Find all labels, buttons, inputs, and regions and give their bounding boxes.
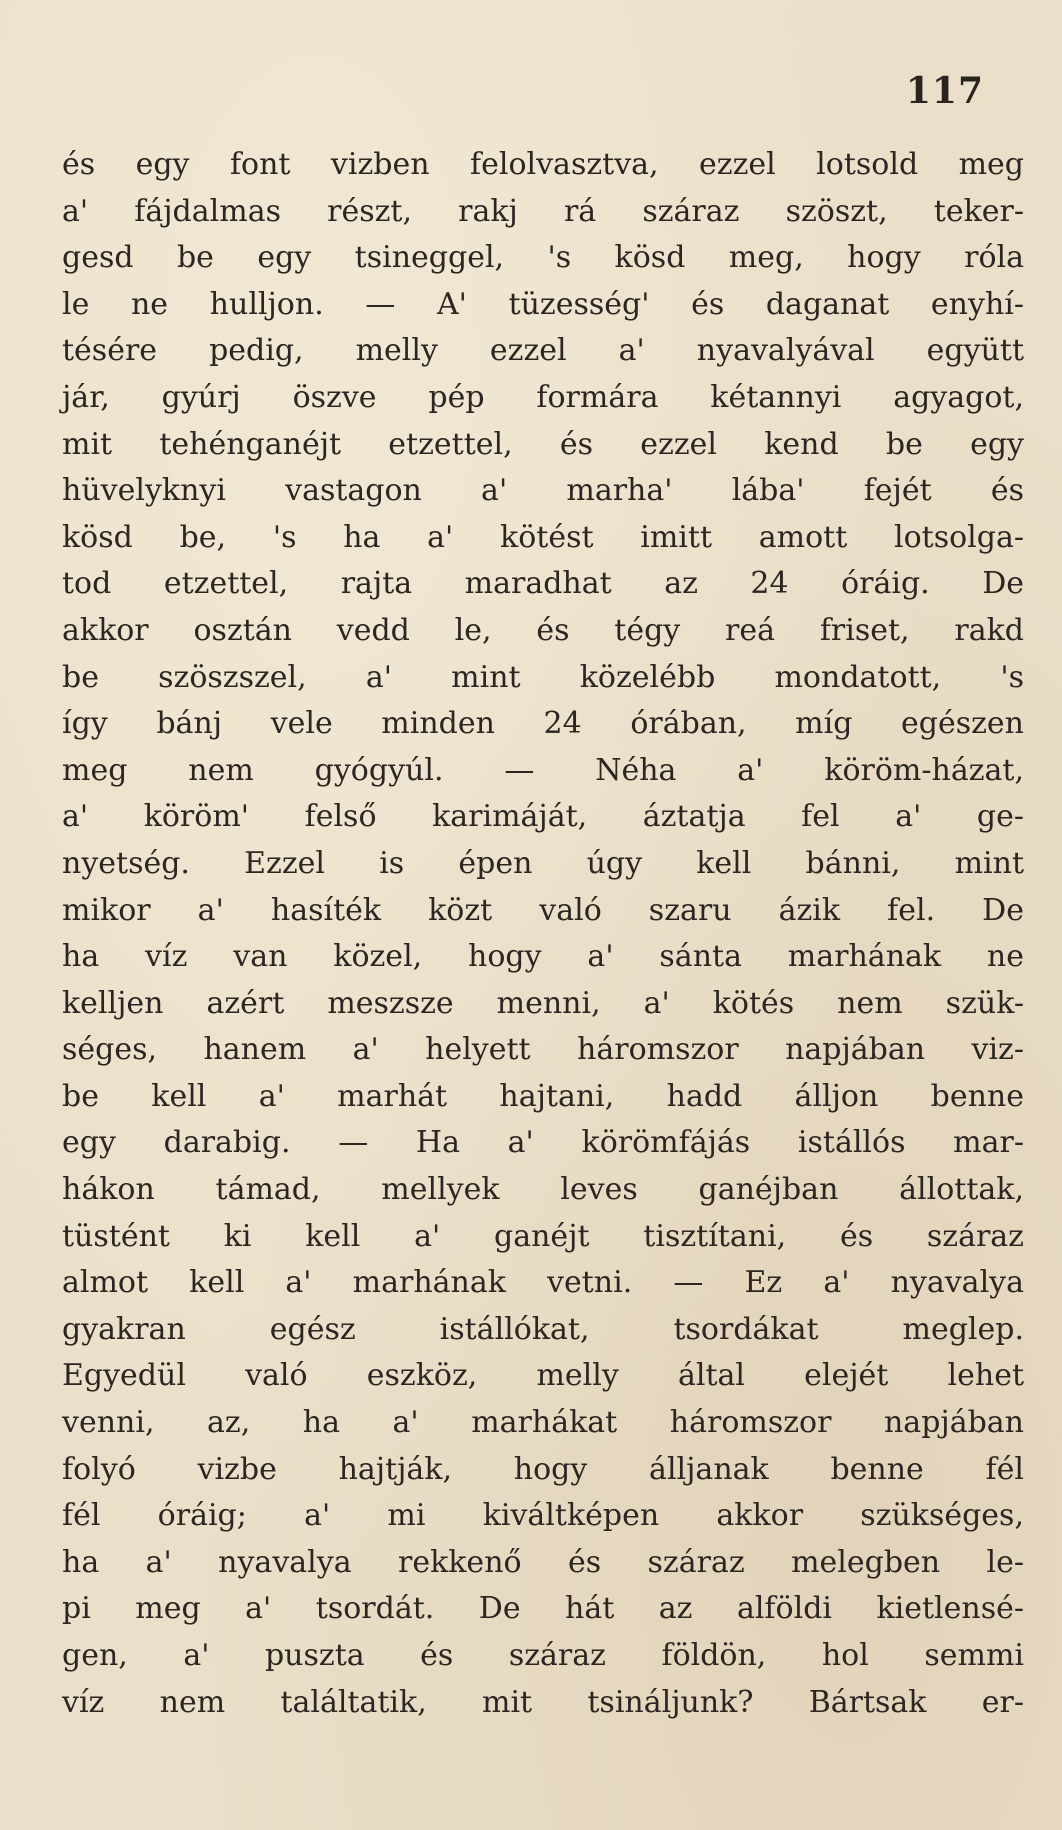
text-line: be kell a' marhát hajtani, hadd álljon benne (62, 1078, 1024, 1114)
text-line: ha víz van közel, hogy a' sánta marhának ne (62, 939, 1024, 975)
text-line: Egyedül való eszköz, melly által elejét lehet (62, 1358, 1024, 1394)
text-line: be szöszszel, a' mint közelébb mondatott, 's (62, 659, 1024, 695)
text-line: séges, hanem a' helyett háromszor napjában viz- (62, 1032, 1024, 1068)
text-line: egy darabig. — Ha a' körömfájás istállós mar- (62, 1125, 1024, 1161)
text-line: tüstént ki kell a' ganéjt tisztítani, és száraz (62, 1218, 1024, 1254)
text-line: tod etzettel, rajta maradhat az 24 óráig. De (62, 566, 1024, 602)
text-line: így bánj vele minden 24 órában, míg egészen (62, 706, 1024, 742)
text-line: víz nem találtatik, mit tsináljunk? Bártsak er- (62, 1684, 1024, 1720)
text-line: nyetség. Ezzel is épen úgy kell bánni, mint (62, 845, 1024, 881)
text-line: jár, gyúrj öszve pép formára kétannyi agyagot, (62, 379, 1024, 415)
text-line: hákon támad, mellyek leves ganéjban állottak, (62, 1172, 1024, 1208)
text-line: ha a' nyavalya rekkenő és száraz melegben le- (62, 1544, 1024, 1580)
body-text (62, 142, 1024, 1726)
text-line: a' köröm' felső karimáját, áztatja fel a' ge- (62, 799, 1024, 835)
text-line: tésére pedig, melly ezzel a' nyavalyával együtt (62, 333, 1024, 369)
text-line: pi meg a' tsordát. De hát az alföldi kietlensé- (62, 1591, 1024, 1627)
text-line: mit tehénganéjt etzettel, és ezzel kend be egy (62, 426, 1024, 462)
text-line: gesd be egy tsineggel, 's kösd meg, hogy róla (62, 240, 1024, 276)
text-line: kelljen azért meszsze menni, a' kötés nem szük- (62, 985, 1024, 1021)
text-line: a' fájdalmas részt, rakj rá száraz szöszt, teker- (62, 193, 1024, 229)
text-line: almot kell a' marhának vetni. — Ez a' nyavalya (62, 1265, 1024, 1301)
text-line: akkor osztán vedd le, és tégy reá friset, rakd (62, 612, 1024, 648)
text-line: és egy font vizben felolvasztva, ezzel lotsold meg (62, 147, 1024, 182)
page-number: 117 (905, 70, 984, 112)
text-line: folyó vizbe hajtják, hogy álljanak benne fél (62, 1451, 1024, 1487)
text-line: gen, a' puszta és száraz földön, hol semmi (62, 1638, 1024, 1673)
text-line: gyakran egész istállókat, tsordákat meglep. (62, 1311, 1024, 1347)
text-line: fél óráig; a' mi kiváltképen akkor szükséges, (62, 1498, 1024, 1534)
text-line: venni, az, ha a' marhákat háromszor napjában (62, 1405, 1024, 1441)
text-line: le ne hulljon. — A' tüzesség' és daganat enyhí- (62, 286, 1024, 322)
text-line: kösd be, 's ha a' kötést imitt amott lotsolga- (62, 519, 1024, 555)
text-line: meg nem gyógyúl. — Néha a' köröm-házat, (62, 752, 1024, 788)
text-line: mikor a' hasíték közt való szaru ázik fel. De (62, 892, 1024, 928)
text-line: hüvelyknyi vastagon a' marha' lába' fejét és (62, 473, 1024, 509)
